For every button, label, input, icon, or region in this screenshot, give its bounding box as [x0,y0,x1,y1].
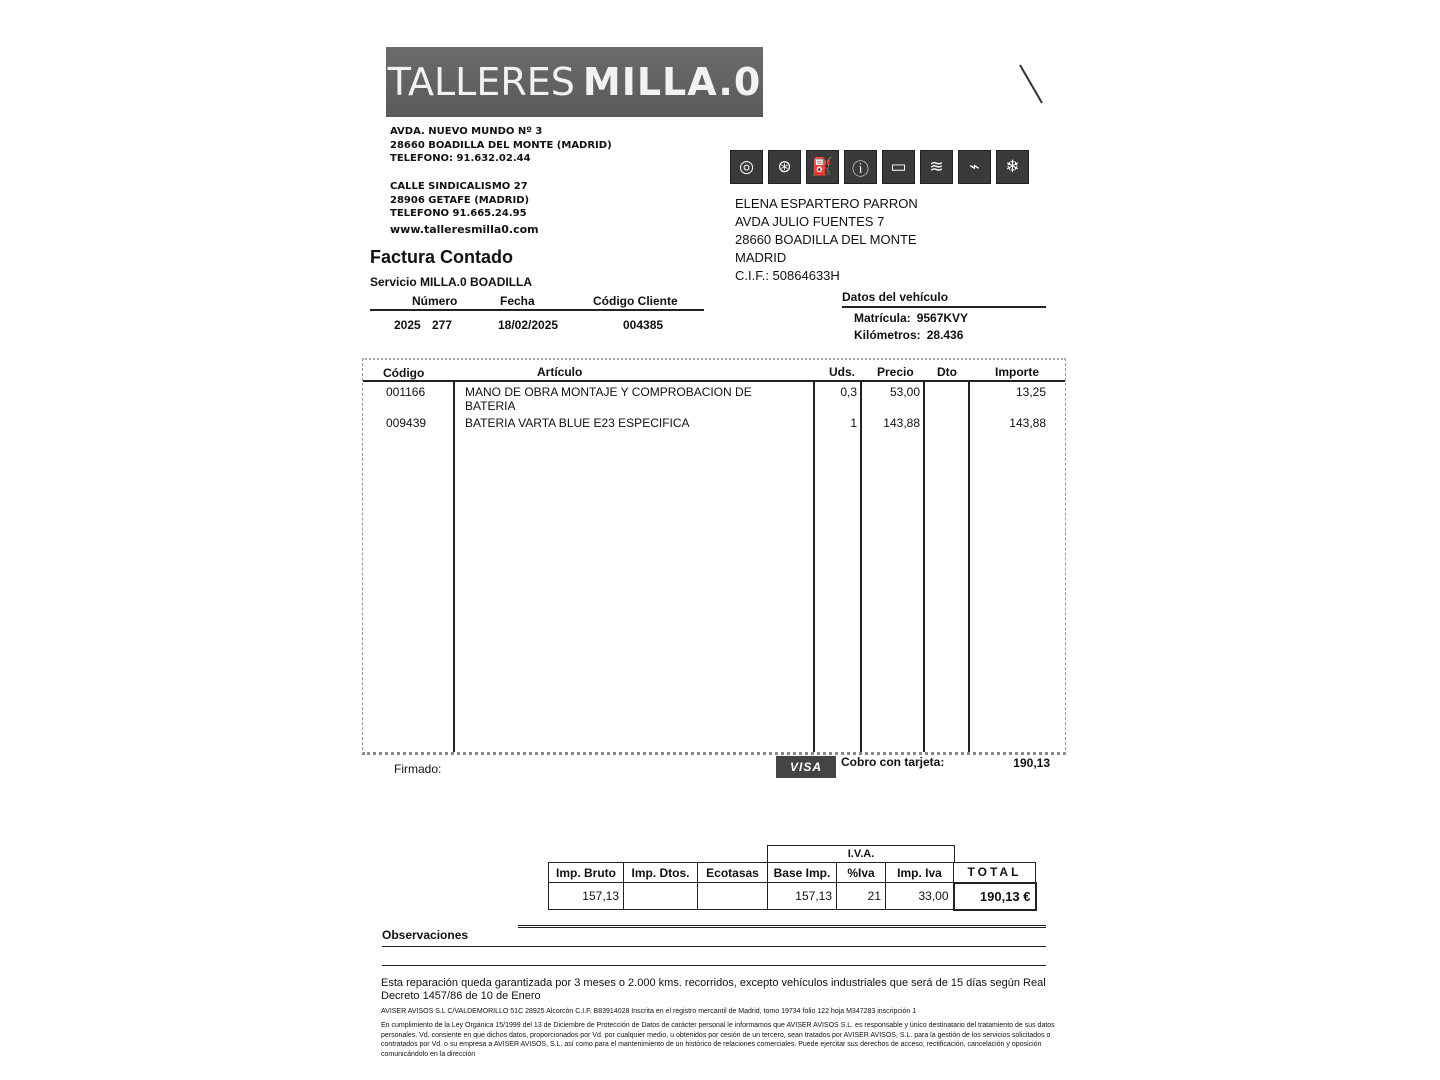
column-divider [860,380,862,752]
company-logo [386,47,763,117]
codigo-cliente-value: 004385 [623,318,664,332]
row-codigo: 001166 [386,385,426,399]
address-line: 28906 GETAFE (MADRID) [390,194,530,206]
codigo-cliente-label: Código Cliente [593,294,678,308]
column-divider [813,380,815,752]
row-articulo: BATERIA VARTA BLUE E23 ESPECIFICA [465,416,690,430]
column-divider [453,380,455,752]
legal-privacy-text: En cumplimiento de la Ley Orgánica 15/1999 del 13 de Diciembre de Protección de Datos de carácter personal le informamos que AVISER AVISOS S.L. es responsable y único destinatario del tratamiento de sus datos personales. Vd. consiente en que dichos datos, proporcionados por Vd. por cualquier medio, u obtenidos por cesión de un tercero, sean tratados por AVISER AVISOS, S.L. para la gestión de los servicios solicitados o contratados por Vd. o su empresa a AVISER AVISOS, S.L. así como para el mantenimiento de un histórico de relaciones comerciales. Puede ejercitar sus derechos de acceso, rectificación, cancelación y oposición comunicándolo en la dirección [381,1022,1055,1058]
row-articulo: MANO DE OBRA MONTAJE Y COMPROBACION DE [465,385,752,399]
spring-icon: ≋ [920,150,953,184]
col-header-importe: Importe [995,365,1040,379]
matricula-value: 9567KVY [916,311,969,325]
imp-dtos-value [624,883,698,910]
numero-label: Número [412,294,458,308]
total-value: 190,13 € [954,883,1036,910]
customer-address: AVDA JULIO FUENTES 7 [735,214,885,229]
brake-icon: ⊛ [768,150,801,184]
col-header-dto: Dto [937,365,957,379]
oil-can-icon: ⛽ [806,150,839,184]
card-payment-label: Cobro con tarjeta: [841,755,945,769]
col-header-articulo: Artículo [537,365,583,379]
shop-address-boadilla [390,125,612,166]
row-uds: 0,3 [840,385,857,399]
address-line: TELEFONO 91.665.24.95 [390,208,527,219]
th-imp-iva: Imp. Iva [886,863,954,883]
row-precio: 143,88 [883,416,920,430]
tire-icon: ◎ [730,150,763,184]
th-imp-dtos: Imp. Dtos. [624,863,698,883]
invoice-title: Factura Contado [370,247,514,267]
row-importe: 13,25 [1015,385,1046,399]
vehicle-plate [854,311,968,325]
column-divider [968,380,970,752]
address-line: AVDA. NUEVO MUNDO Nº 3 [390,126,543,137]
customer-block [735,195,918,285]
pen-mark [1019,64,1043,103]
matricula-label: Matrícula: [854,311,911,325]
col-header-codigo: Código [383,366,425,380]
th-base-imp: Base Imp. [768,863,837,883]
row-codigo: 009439 [386,416,427,430]
shop-address-getafe [390,180,529,221]
totals-table [548,862,1037,911]
iva-group-header: I.V.A. [767,845,955,863]
address-line: TELEFONO: 91.632.02.44 [390,153,531,164]
logo-text-light: TALLERES [387,60,575,104]
invoice-header-labels [370,294,704,311]
row-articulo-cont: BATERIA [465,399,516,413]
service-icons [730,150,1029,184]
exhaust-icon: ⌁ [958,150,991,184]
signature-label: Firmado: [394,762,442,776]
guarantee-text: Esta reparación queda garantizada por 3 meses o 2.000 kms. recorridos, excepto vehículos industriales que será de 15 días según Real Decreto 1457/86 de 10 de Enero [381,977,1046,1002]
km-value: 28.436 [926,328,964,342]
battery-icon: ▭ [882,150,915,184]
imp-iva-value: 33,00 [886,883,954,910]
logo-text-bold: MILLA.0 [582,60,762,104]
totals-header-row [549,863,1036,883]
customer-province: MADRID [735,250,787,265]
address-line: 28660 BOADILLA DEL MONTE (MADRID) [390,139,612,151]
th-ecotasas: Ecotasas [698,863,768,883]
numero-serie-value: 2025 [394,318,421,332]
header-divider [363,380,1065,382]
items-table [362,358,1066,755]
divider [382,946,1046,947]
base-imp-value: 157,13 [768,883,837,910]
divider [518,925,1046,928]
vehicle-km [854,328,963,342]
card-payment-amount: 190,13 [1013,756,1050,770]
th-imp-bruto: Imp. Bruto [549,863,624,883]
totals-value-row [549,883,1036,910]
ecotasas-value [698,883,768,910]
address-line: CALLE SINDICALISMO 27 [390,181,528,192]
snowflake-icon: ❄ [996,150,1029,184]
observations-label: Observaciones [382,928,469,942]
row-uds: 1 [850,416,857,430]
divider [382,965,1046,966]
col-header-uds: Uds. [829,365,856,379]
pct-iva-value: 21 [837,883,886,910]
th-total: TOTAL [954,863,1036,883]
numero-value: 277 [432,318,453,332]
imp-bruto-value: 157,13 [549,883,624,910]
km-label: Kilómetros: [854,328,921,342]
customer-name: ELENA ESPARTERO PARRON [735,196,918,211]
fecha-label: Fecha [500,294,535,308]
warning-icon: ⓘ [844,150,877,184]
legal-company-text: AVISER AVISOS S.L C/VALDEMORILLO 51C 28925 Alcorcón C.I.F. B83914028 Inscrita en el registro mercantil de Madrid, tomo 19734 folio 122 hoja M347283 inscripción 1 [381,1008,917,1015]
vehicle-title: Datos del vehículo [842,290,1046,308]
invoice-header-values [370,318,704,334]
customer-city: 28660 BOADILLA DEL MONTE [735,232,917,247]
visa-logo: VISA [776,756,836,778]
row-precio: 53,00 [889,385,920,399]
row-importe: 143,88 [1009,416,1046,430]
invoice-service: Servicio MILLA.0 BOADILLA [370,275,533,289]
customer-cif: C.I.F.: 50864633H [735,268,840,283]
fecha-value: 18/02/2025 [498,318,559,332]
column-divider [923,380,925,752]
th-pct-iva: %Iva [837,863,886,883]
col-header-precio: Precio [877,365,914,379]
shop-website: www.talleresmilla0.com [390,223,539,236]
